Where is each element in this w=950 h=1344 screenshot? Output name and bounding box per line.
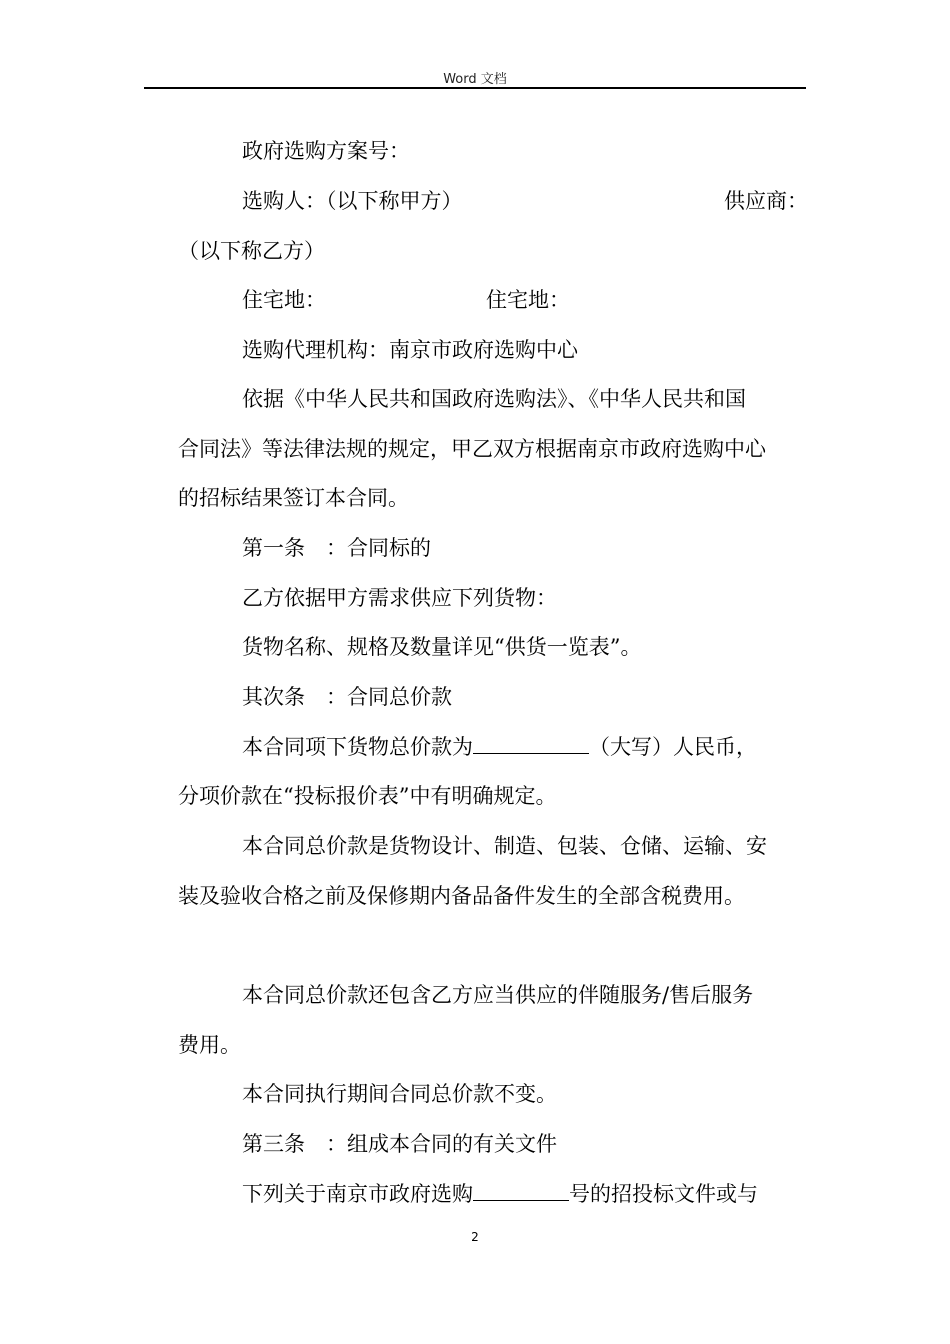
goods-supply-line: 乙方依据甲方需求供应下列货物： (242, 586, 557, 610)
documents-suffix: 号的招投标文件或与 (569, 1182, 758, 1206)
total-price-text: 本合同项下货物总价款为 (242, 735, 473, 759)
number-blank (473, 1182, 569, 1201)
documents-line (178, 1169, 808, 1219)
agency-line: 选购代理机构：南京市政府选购中心 (242, 338, 578, 362)
article-3-heading: 第三条 ：组成本合同的有关文件 (242, 1132, 557, 1156)
service-fee-line-1: 本合同总价款还包含乙方应当供应的伴随服务/售后服务 (242, 983, 754, 1007)
documents-text: 下列关于南京市政府选购 (242, 1182, 473, 1206)
address-label-a: 住宅地： (242, 288, 326, 312)
service-fee-line-2: 费用。 (178, 1033, 241, 1057)
supplier-label: 供应商： (724, 189, 808, 213)
basis-line-3: 的招标结果签订本合同。 (178, 486, 409, 510)
itemized-price-line: 分项价款在“投标报价表”中有明确规定。 (178, 784, 557, 808)
page-number: 2 (471, 1230, 479, 1244)
price-scope-line-1: 本合同总价款是货物设计、制造、包装、仓储、运输、安 (242, 834, 767, 858)
basis-line-1: 依据《中华人民共和国政府选购法》、《中华人民共和国 (242, 387, 746, 411)
total-price-line (178, 722, 808, 772)
plan-number-line: 政府选购方案号： (242, 139, 410, 163)
header-title: Word 文档 (443, 72, 507, 87)
party-b-line: （以下称乙方） (178, 239, 325, 263)
price-scope-line-2: 装及验收合格之前及保修期内备品备件发生的全部含税费用。 (178, 884, 745, 908)
goods-details-line: 货物名称、规格及数量详见“供货一览表”。 (242, 635, 642, 659)
basis-line-2: 合同法》等法律法规的规定，甲乙双方根据南京市政府选购中心 (178, 437, 766, 461)
total-price-suffix: （大写）人民币， (589, 735, 757, 759)
article-1-heading: 第一条 ：合同标的 (242, 536, 431, 560)
price-blank (473, 735, 589, 754)
price-unchanged-line: 本合同执行期间合同总价款不变。 (242, 1082, 557, 1106)
purchaser-label: 选购人：（以下称甲方） (242, 189, 463, 213)
purchaser-line (178, 176, 808, 226)
article-2-heading: 其次条 ：合同总价款 (242, 685, 452, 709)
header-rule (144, 87, 806, 89)
address-label-b: 住宅地： (486, 288, 570, 312)
address-line (178, 275, 808, 325)
